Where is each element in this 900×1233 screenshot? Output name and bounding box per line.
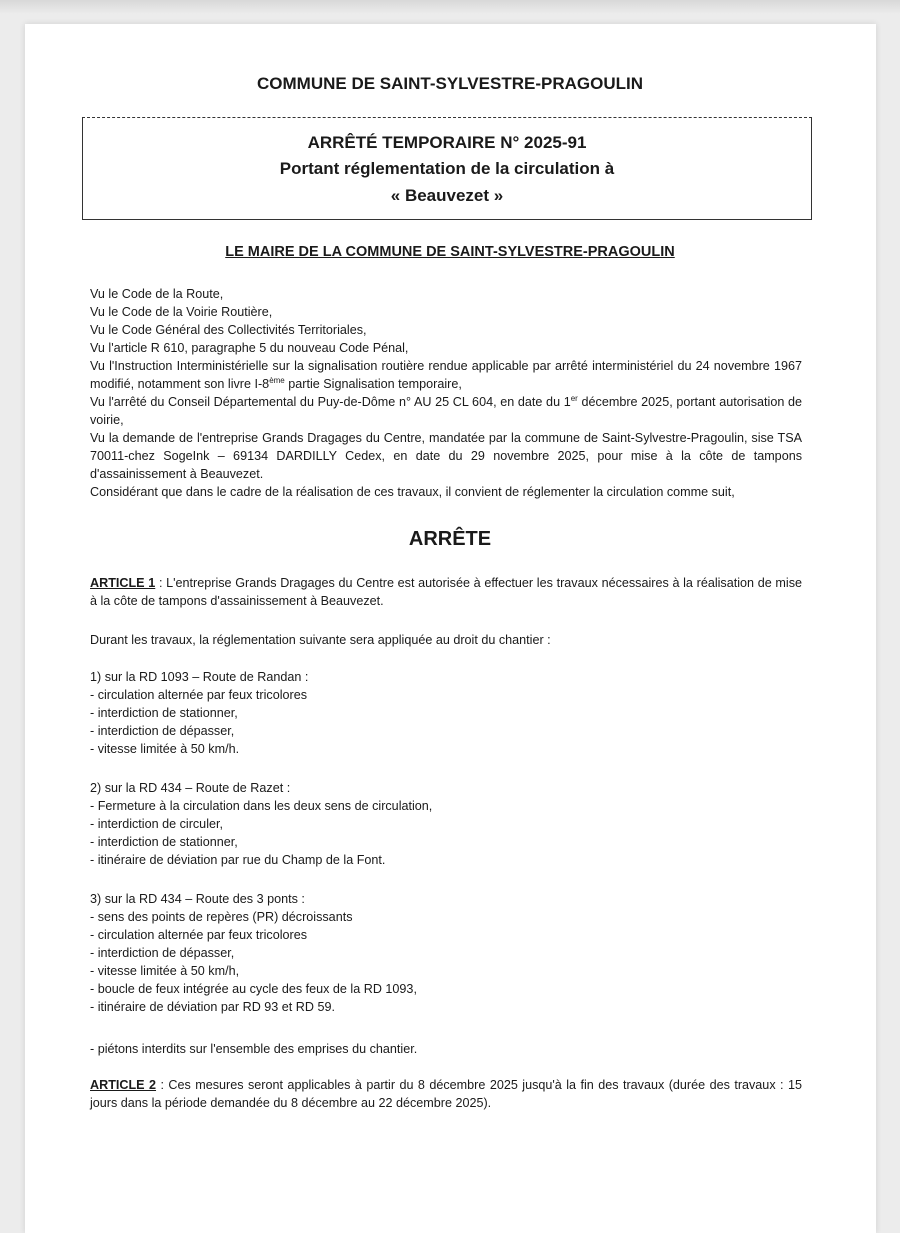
mayor-heading: LE MAIRE DE LA COMMUNE DE SAINT-SYLVESTRE-PRAGOULIN — [225, 244, 675, 260]
visa-item: Vu le Code Général des Collectivités Territoriales, — [90, 323, 367, 337]
visa-item: Vu le Code de la Voirie Routière, — [90, 305, 273, 319]
visa-item: Vu l'article R 610, paragraphe 5 du nouveau Code Pénal, — [90, 341, 409, 355]
pedestrian-rule: - piétons interdits sur l'ensemble des emprises du chantier. — [90, 1042, 418, 1056]
arrete-heading: ARRÊTE — [408, 528, 492, 550]
article-2 — [90, 1076, 802, 1112]
list-item: - sens des points de repères (PR) décroissants — [90, 910, 353, 924]
list-item: - vitesse limitée à 50 km/h, — [90, 964, 240, 978]
list-item: - interdiction de circuler, — [90, 817, 223, 831]
list-item: - circulation alternée par feux tricolores — [90, 688, 307, 702]
title-box — [82, 117, 812, 220]
visas-block — [90, 285, 802, 501]
order-subject: Portant réglementation de la circulation à — [279, 159, 615, 178]
list-item: - circulation alternée par feux tricolores — [90, 928, 307, 942]
section-rd434-razet — [90, 779, 802, 869]
article-1 — [90, 574, 802, 610]
section-rd1093 — [90, 668, 802, 758]
section-heading: 1) sur la RD 1093 – Route de Randan : — [90, 670, 309, 684]
article-2-label: ARTICLE 2 — [90, 1078, 157, 1092]
order-number: ARRÊTÉ TEMPORAIRE N° 2025-91 — [307, 133, 587, 152]
section-rd434-3-ponts — [90, 890, 802, 1016]
article-1-label: ARTICLE 1 — [90, 576, 156, 590]
visa-item: Vu le Code de la Route, — [90, 287, 224, 301]
visa-item: Vu l'Instruction Interministérielle sur la signalisation routière rendue applicable par arrêté interministériel du 24 novembre 1967 modifié, notamment son livre I-8ème partie Signalisation temporaire, — [90, 359, 802, 391]
list-item: - interdiction de dépasser, — [90, 724, 235, 738]
visa-item: Considérant que dans le cadre de la réalisation de ces travaux, il convient de réglementer la circulation comme suit, — [90, 485, 735, 499]
list-item: - vitesse limitée à 50 km/h. — [90, 742, 240, 756]
list-item: - Fermeture à la circulation dans les deux sens de circulation, — [90, 799, 433, 813]
visa-item: Vu l'arrêté du Conseil Départemental du Puy-de-Dôme n° AU 25 CL 604, en date du 1er décembre 2025, portant autorisation de voirie, — [90, 393, 802, 427]
list-item: - itinéraire de déviation par RD 93 et RD 59. — [90, 1000, 336, 1014]
commune-name: COMMUNE DE SAINT-SYLVESTRE-PRAGOULIN — [257, 74, 643, 93]
list-item: - interdiction de dépasser, — [90, 946, 235, 960]
order-location: « Beauvezet » — [390, 186, 504, 205]
title-box-dashed-border — [82, 117, 812, 118]
screenshot-top-bar — [0, 0, 900, 14]
article-1-intro: Durant les travaux, la réglementation suivante sera appliquée au droit du chantier : — [90, 633, 551, 647]
visa-item: Vu la demande de l'entreprise Grands Dragages du Centre, mandatée par la commune de Saint-Sylvestre-Pragoulin, sise TSA 70011-chez SogeInk – 69134 DARDILLY Cedex, en date du 29 novembre 2025, pour mise à la côte de tampons d'assainissement à Beauvezet. — [90, 431, 802, 481]
list-item: - interdiction de stationner, — [90, 706, 238, 720]
list-item: - boucle de feux intégrée au cycle des feux de la RD 1093, — [90, 982, 417, 996]
section-heading: 2) sur la RD 434 – Route de Razet : — [90, 781, 291, 795]
section-heading: 3) sur la RD 434 – Route des 3 ponts : — [90, 892, 305, 906]
list-item: - itinéraire de déviation par rue du Champ de la Font. — [90, 853, 386, 867]
article-2-text: ARTICLE 2 : Ces mesures seront applicables à partir du 8 décembre 2025 jusqu'à la fin des travaux (durée des travaux : 15 jours dans la période demandée du 8 décembre au 22 décembre 2025). — [90, 1078, 803, 1110]
article-1-text: ARTICLE 1 : L'entreprise Grands Dragages du Centre est autorisée à effectuer les travaux nécessaires à la réalisation de mise à la côte de tampons d'assainissement à Beauvezet. — [90, 576, 802, 608]
list-item: - interdiction de stationner, — [90, 835, 238, 849]
